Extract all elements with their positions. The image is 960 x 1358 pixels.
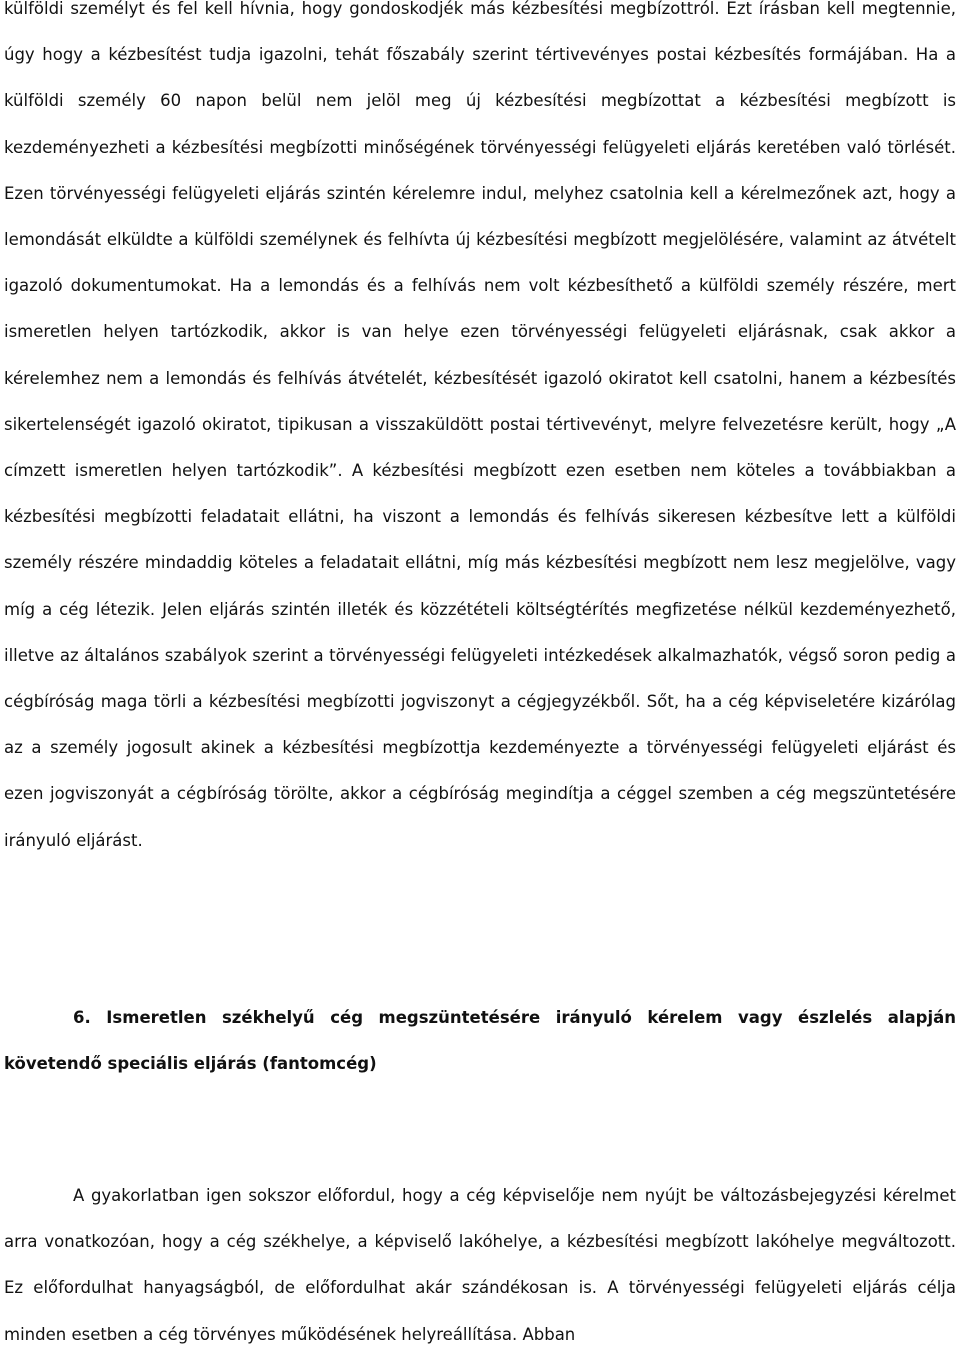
body-paragraph-continued: külföldi személyt és fel kell hívnia, hogy gondoskodjék más kézbesítési megbízottról. Ezt írásban kell megtennie, úgy hogy a kézbesítést tudja igazolni, tehát főszabály szerint tértivevényes postai kézbesítés formájában. Ha a külföldi személy 60 napon belül nem jelöl meg új kézbesítési megbízottat a kézbesítési megbízott is kezdeményezheti a kézbesítési megbízotti minőségének törvényességi felügyeleti eljárás keretében való törlését. Ezen törvényességi felügyeleti eljárás szintén kérelemre indul, melyhez csatolnia kell a kérelmezőnek azt, hogy a lemondását elküldte a külföldi személynek és felhívta új kézbesítési megbízott megjelölésére, valamint az átvételt igazoló dokumentumokat. Ha a lemondás és a felhívás nem volt kézbesíthető a külföldi személy részére, mert ismeretlen helyen tartózkodik, akkor is van helye ezen törvényességi felügyeleti eljárásnak, csak akkor a kérelemhez nem a lemondás és felhívás átvételét, kézbesítését igazoló okiratot kell csatolni, hanem a kézbesítés sikertelenségét igazoló okiratot, tipikusan a visszaküldött postai tértivevényt, melyre felvezetésre került, hogy „A címzett ismeretlen helyen tartózkodik”. A kézbesítési megbízott ezen esetben nem köteles a továbbiakban a kézbesítési megbízotti feladatait ellátni, ha viszont a lemondás és felhívás sikeresen kézbesítve lett a külföldi személy részére mindaddig köteles a feladatait ellátni, míg más kézbesítési megbízott nem lesz megjelölve, vagy míg a cég létezik. Jelen eljárás szintén illeték és közzétételi költségtérítés megfizetése nélkül kezdeményezhető, illetve az általános szabályok szerint a törvényességi felügyeleti intézkedések alkalmazhatók, végső soron pedig a cégbíróság maga törli a kézbesítési megbízotti jogviszonyt a cégjegyzékből. Sőt, ha a cég képviseletére kizárólag az a személy jogosult akinek a kézbesítési megbízottja kezdeményezte a törvényességi felügyeleti eljárást és ezen jogviszonyát a cégbíróság törölte, akkor a cégbíróság megindítja a céggel szemben a cég megszüntetésére irányuló eljárást.	[4, 0, 956, 850]
section-heading: 6. Ismeretlen székhelyű cég megszüntetésére irányuló kérelem vagy észlelés alapján követendő speciális eljárás (fantomcég)	[4, 1008, 956, 1074]
body-paragraph-next: A gyakorlatban igen sokszor előfordul, hogy a cég képviselője nem nyújt be változásbejegyzési kérelmet arra vonatkozóan, hogy a cég székhelye, a képviselő lakóhelye, a kézbesítési megbízott lakóhelye megváltozott. Ez előfordulhat hanyagságból, de előfordulhat akár szándékosan is. A törvényességi felügyeleti eljárás célja minden esetben a cég törvényes működésének helyreállítása. Abban	[4, 1186, 956, 1344]
section-heading-block	[4, 995, 956, 1087]
